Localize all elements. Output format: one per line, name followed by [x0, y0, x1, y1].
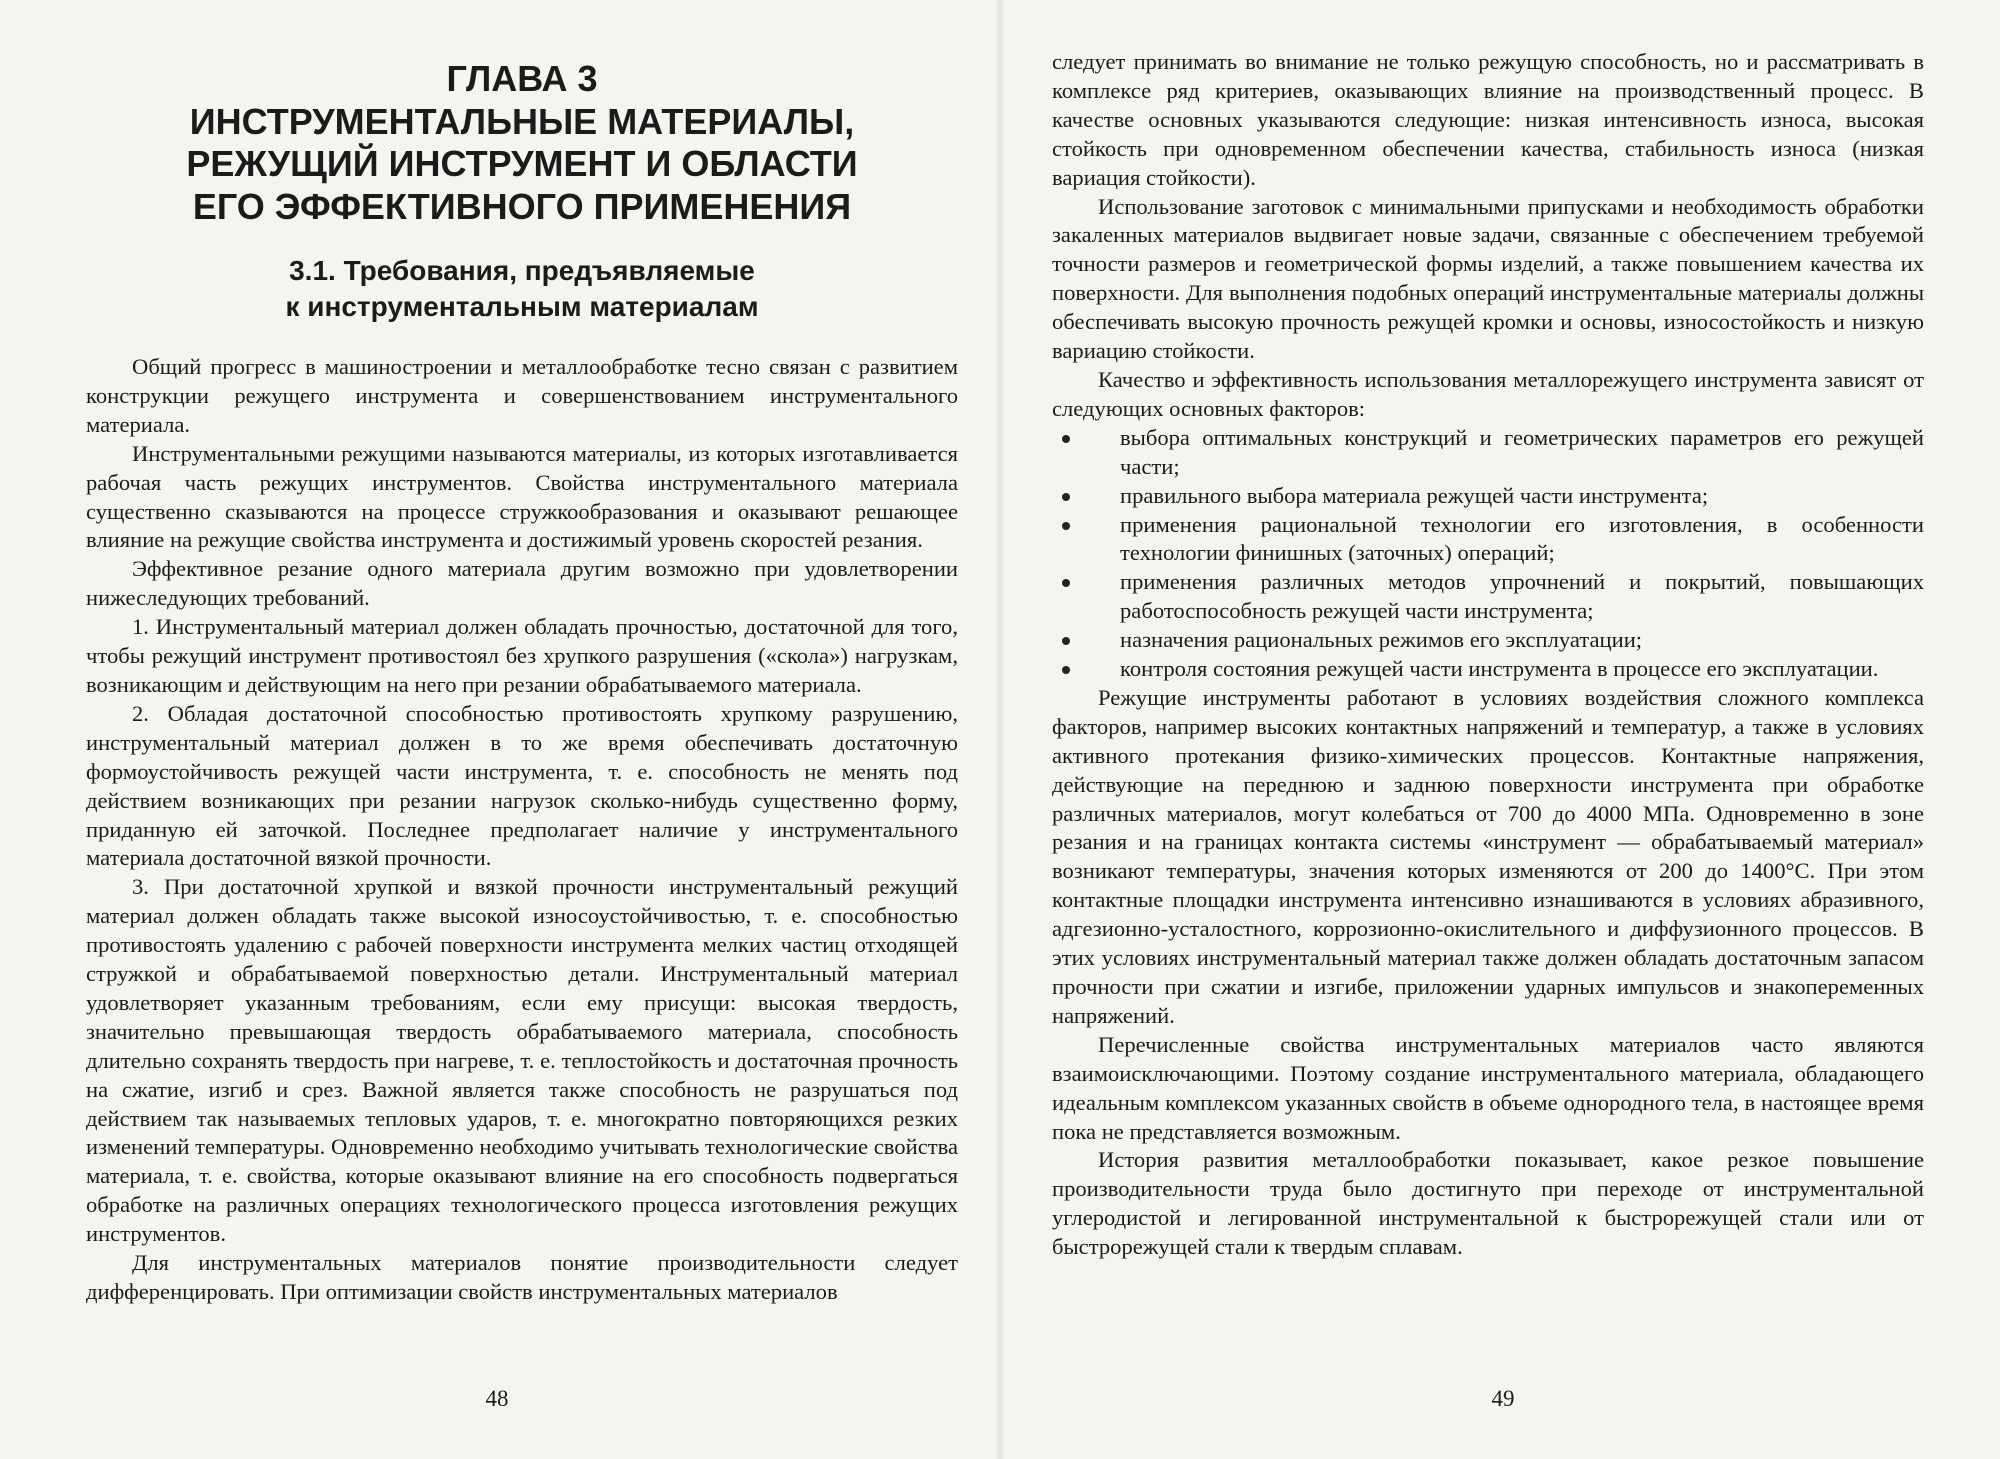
section-heading-line: к инструментальным материалам	[285, 291, 759, 322]
page-number-left: 48	[485, 1386, 509, 1411]
bullet-icon	[1062, 435, 1070, 443]
paragraph: Качество и эффективность использования металлорежущего инструмента зависят от следующих основных факторов:	[1052, 366, 1924, 421]
chapter-heading-line: РЕЖУЩИЙ ИНСТРУМЕНТ И ОБЛАСТИ	[186, 143, 858, 184]
paragraph: 3. При достаточной хрупкой и вязкой прочности инструментальный режущий материал должен обладать также высокой износоустойчивостью, т. е. способностью противостоять удалению с рабочей поверхности инструмента мелких частиц отходящей стружкой и обрабатываемой поверхностью детали. Инструментальный материал удовлетворяет указанным требованиям, если ему присущи: высокая твердость, значительно превышающая твердость обрабатываемого материала, способность длительно сохранять твердость при нагреве, т. е. теплостойкость и достаточная прочность на сжатие, изгиб и срез. Важной является также способность не разрушаться под действием так называемых тепловых ударов, т. е. многократно повторяющихся резких изменений температуры. Одновременно необходимо учитывать технологические свойства материала, т. е. свойства, которые оказывают влияние на его способность подвергаться обработке на различных операциях технологического процесса изготовления режущих инструментов.	[86, 874, 958, 1247]
paragraph: Использование заготовок с минимальными припусками и необходимость обработки закаленных материалов выдвигает новые задачи, связанные с обеспечением требуемой точности размеров и геометрической формы изделий, а также повышением качества их поверхности. Для выполнения подобных операций инструментальные материалы должны обеспечивать высокую прочность режущей кромки и основы, износостойкость и низкую вариацию стойкости.	[1052, 193, 1924, 364]
list-item-text: правильного выбора материала режущей части инструмента;	[1120, 482, 1709, 508]
chapter-heading-line: ИНСТРУМЕНТАЛЬНЫЕ МАТЕРИАЛЫ,	[189, 100, 855, 142]
list-item	[1052, 655, 1924, 684]
list-item	[1052, 482, 1924, 511]
left-page-column	[86, 58, 958, 1307]
list-item-text: контроля состояния режущей части инструмента в процессе его эксплуатации.	[1120, 656, 1879, 682]
paragraph: Общий прогресс в машиностроении и металлообработке тесно связан с развитием конструкции режущего инструмента и совершенствованием инструментального материала.	[86, 354, 958, 437]
paragraph: следует принимать во внимание не только режущую способность, но и рассматривать в комплексе ряд критериев, оказывающих влияние на производственный процесс. В качестве основных указываются следующие: низкая интенсивность износа, высокая стойкость при одновременном обеспечении качества, стабильность износа (низкая вариация стойкости).	[1052, 49, 1924, 190]
bullet-icon	[1062, 637, 1070, 645]
right-page-body	[1052, 48, 1924, 1262]
list-item	[1052, 626, 1924, 655]
list-item	[1052, 511, 1924, 569]
left-page-body	[86, 353, 958, 1307]
paragraph: Инструментальными режущими называются материалы, из которых изготавливается рабочая часть режущих инструментов. Свойства инструментального материала существенно сказываются на процессе стружкообразования и оказывают решающее влияние на режущие свойства инструмента и достижимый уровень скоростей резания.	[86, 440, 958, 553]
right-page	[1006, 0, 2000, 1459]
paragraph: 1. Инструментальный материал должен обладать прочностью, достаточной для того, чтобы режущий инструмент противостоял без хрупкого разрушения («скола») нагрузкам, возникающим и действующим на него при резании обрабатываемого материала.	[86, 614, 958, 697]
book-gutter	[994, 0, 1006, 1459]
list-item-text: применения различных методов упрочнений и покрытий, повышающих работоспособность режущей части инструмента;	[1120, 569, 1924, 624]
chapter-heading-line: ГЛАВА 3	[446, 58, 598, 99]
paragraph: История развития металлообработки показывает, какое резкое повышение производительности труда было достигнуто при переходе от инструментальной углеродистой и легированной инструментальной к быстрорежущей стали или от быстрорежущей стали к твердым сплавам.	[1052, 1147, 1924, 1260]
paragraph: Эффективное резание одного материала другим возможно при удовлетворении нижеследующих требований.	[86, 556, 958, 611]
factor-list	[1052, 424, 1924, 684]
list-item	[1052, 568, 1924, 626]
list-item-text: назначения рациональных режимов его эксплуатации;	[1120, 627, 1643, 653]
paragraph: 2. Обладая достаточной способностью противостоять хрупкому разрушению, инструментальный материал должен в то же время обеспечивать достаточную формоустойчивость режущей части инструмента, т. е. способность не менять под действием возникающих при резании нагрузок сколько-нибудь существенно форму, приданную ей заточкой. Последнее предполагает наличие у инструментального материала достаточной вязкой прочности.	[86, 700, 958, 871]
list-item-text: выбора оптимальных конструкций и геометрических параметров его режущей части;	[1120, 424, 1924, 479]
paragraph: Перечисленные свойства инструментальных материалов часто являются взаимоисключающими. Поэтому создание инструментального материала, обладающего идеальным комплексом указанных свойств в объеме однородного тела, в настоящее время пока не представляется возможным.	[1052, 1031, 1924, 1144]
list-item-text: применения рациональной технологии его изготовления, в особенности технологии финишных (заточных) операций;	[1120, 511, 1924, 566]
section-heading-line: 3.1. Требования, предъявляемые	[289, 255, 755, 286]
bullet-icon	[1062, 522, 1070, 530]
paragraph: Для инструментальных материалов понятие производительности следует дифференцировать. При оптимизации свойств инструментальных материалов	[86, 1250, 958, 1304]
bullet-icon	[1062, 579, 1070, 587]
bullet-icon	[1062, 666, 1070, 674]
chapter-heading-line: ЕГО ЭФФЕКТИВНОГО ПРИМЕНЕНИЯ	[192, 185, 852, 227]
list-item	[1052, 424, 1924, 482]
bullet-icon	[1062, 493, 1070, 501]
right-page-column	[1052, 48, 1924, 1262]
chapter-heading	[86, 58, 958, 228]
page-number-right: 49	[1491, 1386, 1515, 1411]
section-heading	[86, 253, 958, 325]
paragraph: Режущие инструменты работают в условиях воздействия сложного комплекса факторов, например высоких контактных напряжений и температур, а также в условиях активного протекания физико-химических процессов. Контактные напряжения, действующие на переднюю и заднюю поверхности инструмента при обработке различных материалов, могут колебаться от 700 до 4000 МПа. Одновременно в зоне резания и на границах контакта системы «инструмент — обрабатываемый материал» возникают температуры, значения которых изменяются от 200 до 1400°С. При этом контактные площадки инструмента интенсивно изнашиваются в условиях абразивного, адгезионно-усталостного, коррозионно-окислительного и диффузионного процессов. В этих условиях инструментальный материал также должен обладать достаточным запасом прочности при сжатии и изгибе, приложении ударных импульсов и знакопеременных напряжений.	[1052, 684, 1924, 1028]
left-page	[0, 0, 994, 1459]
